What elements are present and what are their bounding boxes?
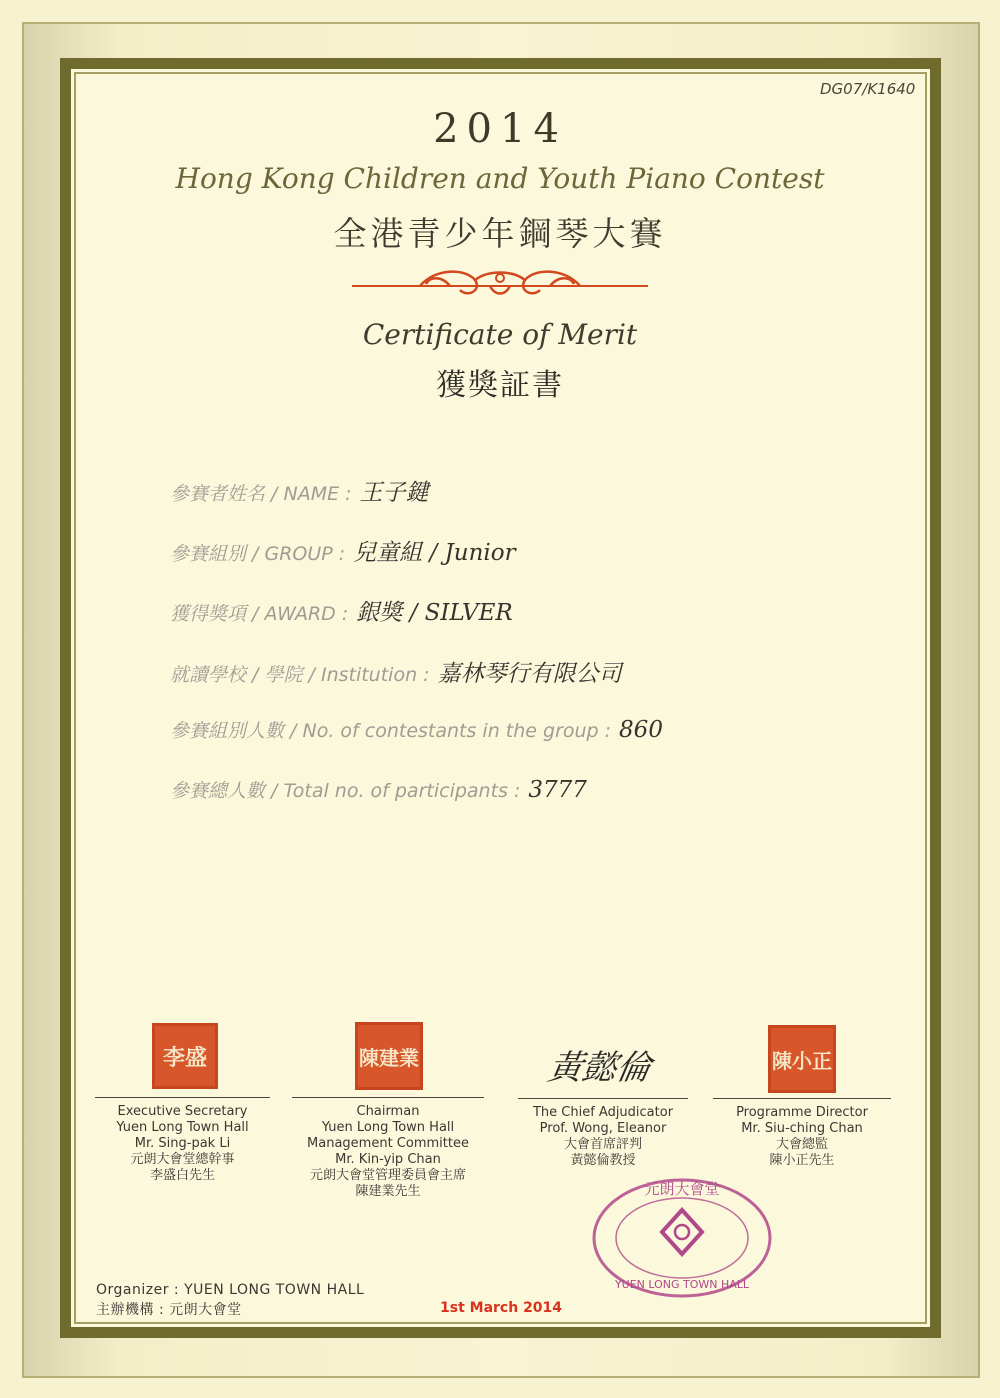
field-name [170,474,429,507]
field-group-value: 兒童組 / Junior [353,540,516,566]
contest-title-en: Hong Kong Children and Youth Piano Contest [175,162,825,195]
seal-programme-director-text: 陳小正 [772,1048,832,1073]
signatory-1-title-zh: 元朗大會堂總幹事 [130,1152,235,1167]
field-award-value: 銀獎 / SILVER [356,600,513,626]
signatory-2-title-zh: 元朗大會堂管理委員會主席 [309,1168,466,1183]
signatory-chief-adjudicator [518,1098,688,1169]
signatory-chairman [292,1097,484,1200]
handwritten-signature: 黃懿倫 [544,1048,654,1088]
organizer-en: Organizer : YUEN LONG TOWN HALL [96,1282,365,1298]
contest-year: 2014 [433,106,567,152]
signatory-4-title-zh: 大會總監 [775,1137,828,1152]
signature-line [292,1097,484,1098]
signatory-1-org: Yuen Long Town Hall [116,1120,249,1135]
field-total-count-value: 3777 [528,777,587,803]
field-name-value: 王子鍵 [359,480,429,506]
field-group-count-label: 參賽組別人數 / No. of contestants in the group : [170,720,612,742]
field-institution-label: 就讀學校 / 學院 / Institution : [170,664,430,686]
signatory-3-title: The Chief Adjudicator [532,1105,674,1120]
reference-code: DG07/K1640 [820,80,916,98]
signature-line [518,1098,688,1099]
signatory-3-name: Prof. Wong, Eleanor [539,1121,667,1136]
certificate-title-en: Certificate of Merit [362,318,638,351]
field-name-label: 參賽者姓名 / NAME : [170,483,352,505]
signatory-4-title: Programme Director [736,1105,868,1120]
signatory-2-org: Yuen Long Town Hall [321,1120,455,1135]
field-group-count [170,716,663,743]
field-group-count-value: 860 [619,717,663,743]
seal-chairman [355,1022,423,1090]
field-award [170,594,513,627]
stamp-text-en: YUEN LONG TOWN HALL [614,1278,750,1291]
signatory-programme-director [713,1098,891,1169]
organizer-block [96,1280,364,1320]
field-institution [170,655,622,688]
organizer-zh: 主辦機構 : 元朗大會堂 [96,1302,242,1318]
seal-programme-director [768,1025,836,1093]
stamp-text-zh: 元朗大會堂 [644,1180,720,1198]
issue-date: 1st March 2014 [440,1300,563,1316]
field-institution-value: 嘉林琴行有限公司 [437,661,622,687]
contest-title-zh: 全港青少年鋼琴大賽 [333,214,667,253]
signatory-2-name-zh: 陳建業先生 [355,1184,421,1199]
signatory-2-committee: Management Committee [307,1136,469,1151]
field-group-label: 參賽組別 / GROUP : [170,543,346,565]
signatory-executive-secretary [95,1097,270,1184]
field-total-count [170,776,587,803]
seal-executive-secretary-text: 李盛 [162,1045,207,1071]
signatory-2-title: Chairman [356,1104,420,1119]
signatory-3-name-zh: 黃懿倫教授 [570,1153,636,1168]
signatory-1-name-zh: 李盛白先生 [149,1168,215,1183]
seal-executive-secretary [152,1023,218,1089]
signatory-3-title-zh: 大會首席評判 [563,1137,642,1152]
signature-line [95,1097,270,1098]
signatory-4-name-zh: 陳小正先生 [769,1153,835,1168]
signatory-1-name: Mr. Sing-pak Li [134,1136,231,1151]
signatory-1-title: Executive Secretary [117,1104,248,1119]
seal-chairman-text: 陳建業 [359,1045,419,1070]
certificate-title-zh: 獲獎証書 [436,368,564,403]
signature-line [713,1098,891,1099]
ornamental-flourish-icon [350,262,650,306]
signatory-4-name: Mr. Siu-ching Chan [741,1121,863,1136]
field-group [170,534,516,567]
town-hall-stamp-icon [590,1176,774,1300]
signatory-2-name: Mr. Kin-yip Chan [335,1152,441,1167]
field-total-count-label: 參賽總人數 / Total no. of participants : [170,780,521,802]
field-award-label: 獲得獎項 / AWARD : [170,603,349,625]
